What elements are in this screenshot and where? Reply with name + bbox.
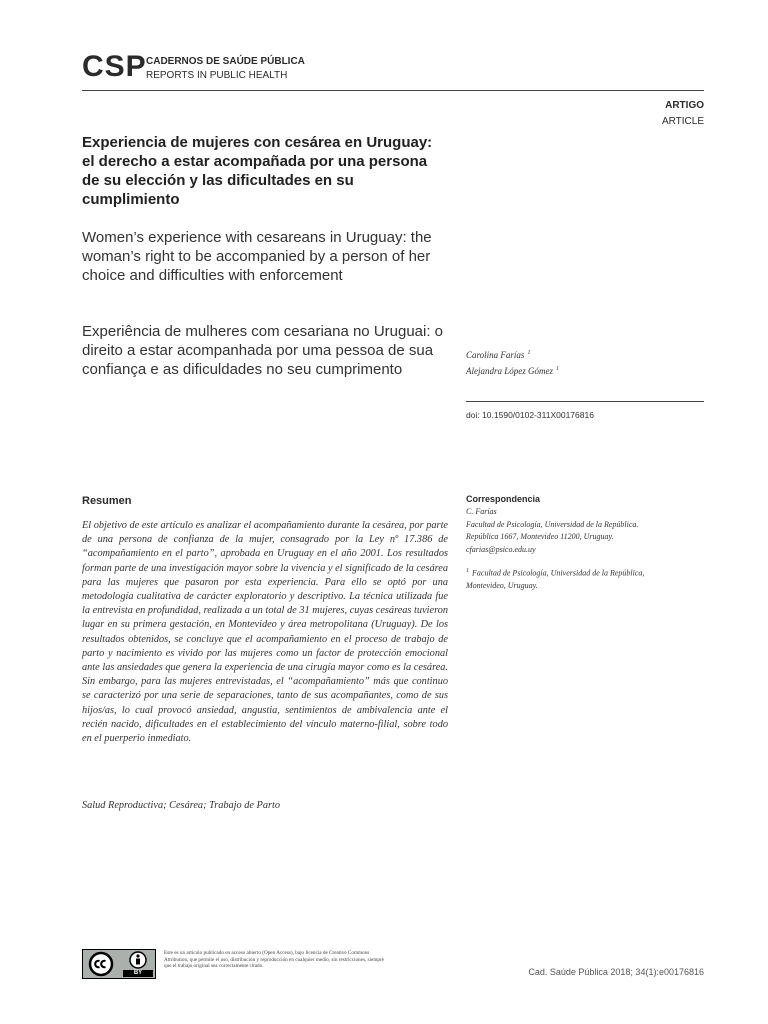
author-divider: [466, 401, 704, 402]
correspondence-name: C. Farías: [466, 507, 497, 516]
affiliation-line: Montevideo, Uruguay.: [466, 581, 538, 591]
section-label-pt: ARTIGO: [665, 100, 704, 111]
journal-citation: Cad. Saúde Pública 2018; 34(1):e00176816: [528, 967, 704, 977]
correspondence-address: República 1667, Montevideo 11200, Uruguay.: [466, 532, 614, 541]
header-divider: [82, 90, 704, 91]
abstract-text: El objetivo de este artículo es analizar el acompañamiento durante la cesárea, por parte de una persona de confianza de la mujer, consagrado por la Ley nº 17.386 de “acompañamiento en el parto”, aprobada en Uruguay en el año 2001. Los resultados forman parte de una investigación mayor sobre la vivencia y el significado de la cesárea para las mujeres que pasaron por esta experiencia. Para ello se optó por una metodología cualitativa de carácter exploratorio y descriptivo. La técnica utilizada fue la entrevista en profundidad, realizada a un total de 31 mujeres, cuyas cesáreas tuvieron lugar en su primera gestación, en Montevideo y área metropolitana (Uruguay). De los resultados obtenidos, se concluye que el acompañamiento en el proceso de trabajo de parto y nacimiento es vivido por las mujeres como un factor de protección emocional ante las ansiedades que genera la experiencia de una cirugía mayor como es la cesárea. Sin embargo, para las mujeres entrevistadas, el “acompañamiento” más que continuo se caracterizó por una serie de separaciones, tanto de sus acompañantes, como de sus hijos/as, lo cual provocó ansiedad, angustia, sentimientos de ambivalencia ante el recién nacido, dificultades en el establecimiento del vínculo materno-filial, sobre todo en el puerperio inmediato.: [82, 520, 448, 745]
author-affiliation-marker: 1: [556, 366, 559, 372]
keywords: Salud Reproductiva; Cesárea; Trabajo de Parto: [82, 800, 281, 811]
affiliation-line: Facultad de Psicología, Universidad de la República,: [472, 568, 645, 578]
title-spanish: Experiencia de mujeres con cesárea en Uruguay: el derecho a estar acompañada por una persona de su elección y las dificultades en su cumplimiento: [82, 134, 433, 208]
correspondence-heading: Correspondencia: [466, 494, 541, 504]
correspondence-email[interactable]: cfarias@psico.edu.uy: [466, 544, 536, 554]
section-label-en: ARTICLE: [661, 116, 704, 127]
affiliation-block: [466, 565, 696, 593]
journal-name: CADERNOS DE SAÚDE PÚBLICA: [146, 56, 305, 67]
title-english: Women’s experience with cesareans in Uruguay: the woman’s right to be accompanied by a person of her choice and difficulties with enforcement: [82, 229, 432, 284]
correspondence-address: Facultad de Psicología, Universidad de la República.: [466, 519, 639, 529]
doi-link[interactable]: doi: 10.1590/0102-311X00176816: [466, 410, 594, 420]
journal-logo: CSP: [82, 50, 147, 83]
cc-icon: [83, 950, 120, 978]
author-name: Alejandra López Gómez $^1$: [466, 366, 559, 376]
license-text: Este es un artículo publicado en acceso abierto (Open Access), bajo licencia de Creative Commons Attribution, que permite el uso, distribución y reproducción en cualquier medio, sin restricciones, siempre que el trabajo original sea correctamente citado.: [164, 950, 384, 970]
correspondence-block: [466, 506, 666, 556]
cc-by-label: BY: [133, 970, 143, 976]
creative-commons-badge[interactable]: [82, 949, 156, 979]
affiliation-marker: 1: [466, 568, 469, 574]
journal-subtitle: REPORTS IN PUBLIC HEALTH: [146, 70, 288, 81]
abstract-heading: Resumen: [82, 495, 132, 507]
title-portuguese: Experiência de mulheres com cesariana no Uruguai: o direito a estar acompanhada por uma pessoa de sua confiança e as dificuldades no seu cumprimento: [82, 323, 444, 378]
author-name: Carolina Farías $^1$: [466, 350, 531, 360]
author-affiliation-marker: 1: [527, 350, 531, 356]
